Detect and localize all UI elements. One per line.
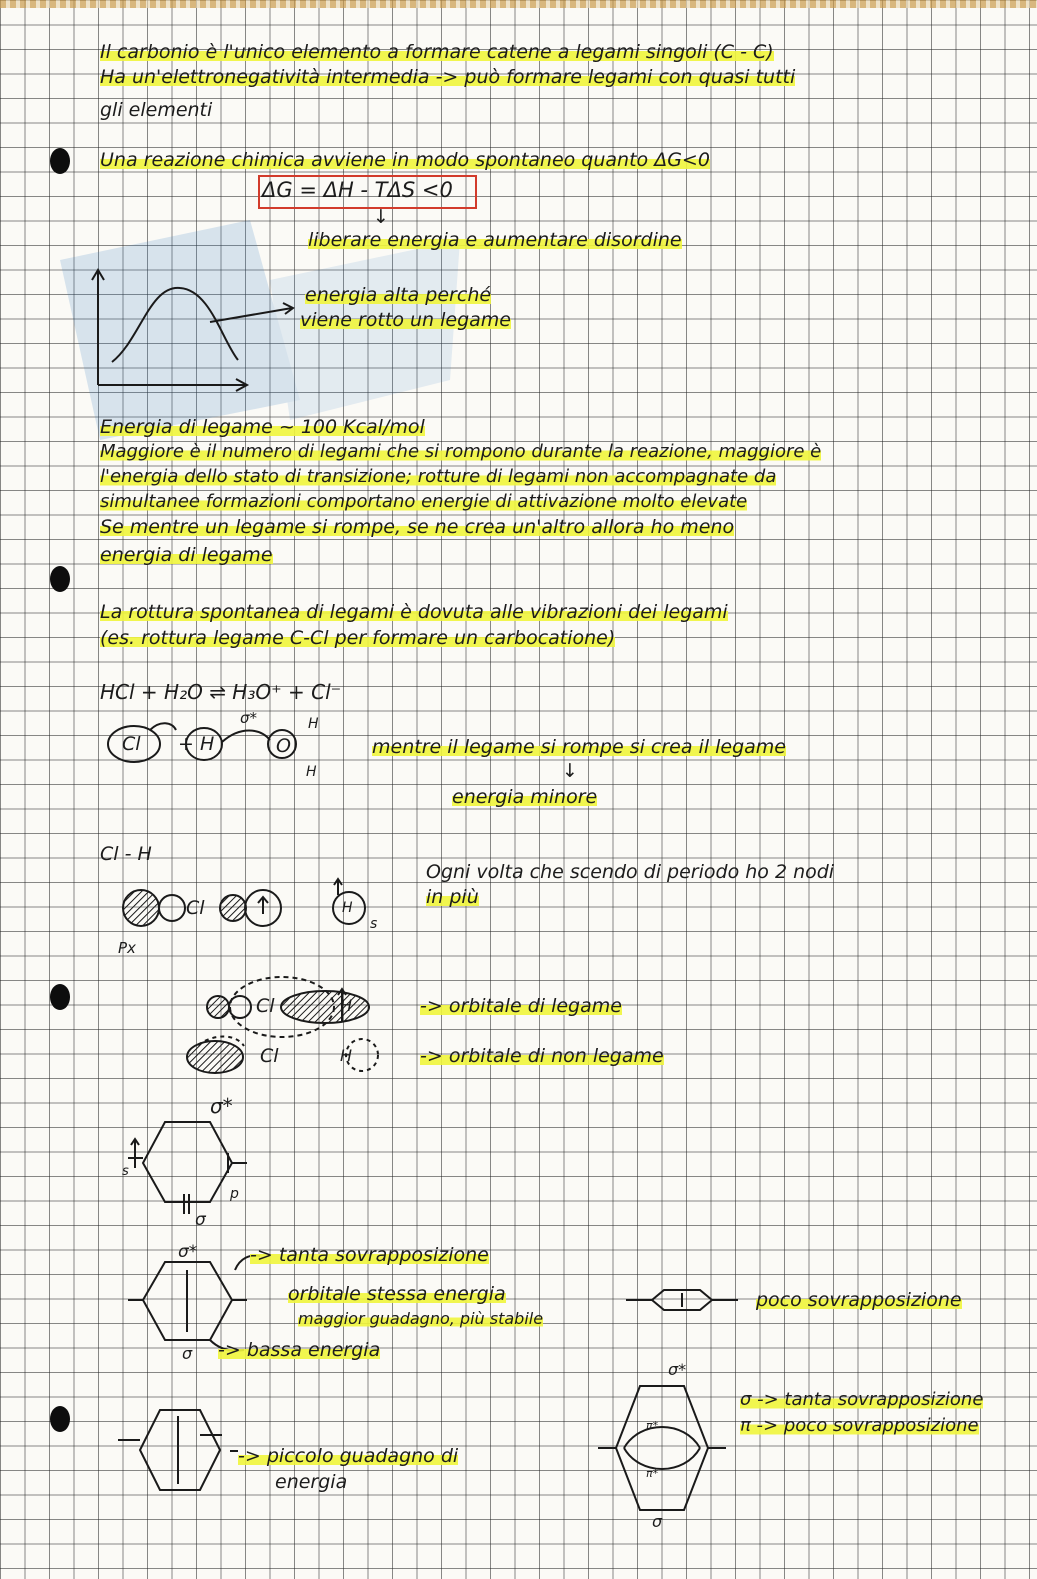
note-line: simultanee formazioni comportano energie di attivazione molto elevate [100,491,748,512]
s-label: s [122,1164,129,1179]
overlap-hexagon-large [128,1256,260,1351]
same-energy-note: orbitale stessa energia [288,1283,506,1305]
cl-h-label: Cl - H [100,843,152,865]
note-line: energia di legame [100,544,273,566]
pi-label: π* [646,1467,659,1480]
cl-label: Cl [256,995,275,1017]
note-line: Il carbonio è l'unico elemento a formare catene a legami singoli (C - C) [100,41,774,63]
sigma-legend: σ -> tanta sovrapposizione [740,1389,984,1410]
down-arrow: ↓ [373,206,389,228]
overlap-hexagon-small [626,1290,738,1310]
mechanism-cl: Cl [122,733,141,755]
mechanism-h-top: H [308,716,319,732]
cl-label: Cl [186,897,205,919]
px-label: Px [118,939,136,957]
note-line: Se mentre un legame si rompe, se ne crea un'altro allora ho meno [100,516,735,538]
note-line: La rottura spontanea di legami è dovuta alle vibrazioni dei legami [100,601,728,623]
period-note: Ogni volta che scendo di periodo ho 2 nodi [426,861,835,883]
sigma-star-label: σ* [668,1360,687,1379]
note-line: (es. rottura legame C-Cl per formare un carbocatione) [100,627,616,649]
hcl-equation: HCl + H₂O ⇌ H₃O⁺ + Cl⁻ [100,680,342,704]
note-line: Una reazione chimica avviene in modo spontaneo quanto ΔG<0 [100,149,710,171]
cl-label: Cl [260,1045,279,1067]
graph-annotation: energia alta perché [305,284,492,306]
graph-annotation: viene rotto un legame [300,309,511,331]
sigma-star-label: σ* [178,1242,198,1262]
lower-energy-note: energia minore [452,786,598,808]
h-label: H [342,900,353,916]
sigma-star-label: σ* [240,709,258,727]
pi-legend: π -> poco sovrapposizione [740,1415,979,1436]
little-overlap-note: poco sovrapposizione [756,1289,962,1311]
small-gain-note: -> piccolo guadagno di [238,1445,459,1467]
mechanism-note: mentre il legame si rompe si crea il legame [372,736,787,758]
note-line: gli elementi [100,99,213,121]
down-arrow: ↓ [562,760,578,782]
antibonding-orbital-label: -> orbitale di non legame [420,1045,664,1067]
p-label: p [230,1186,239,1202]
energy-graph [92,270,293,391]
small-gain-hexagon [118,1410,238,1490]
small-gain-note: energia [275,1471,348,1493]
gain-note: maggior guadagno, più stabile [298,1309,544,1328]
note-line: Ha un'elettronegatività intermedia -> può formare legami con quasi tutti [100,66,796,88]
low-energy-note: -> bassa energia [218,1339,381,1361]
consequence-text: liberare energia e aumentare disordine [308,229,682,251]
period-note: in più [426,886,479,908]
sigma-label: σ [182,1344,193,1363]
h-label: H [340,996,353,1015]
mechanism-o: O [276,735,291,757]
overlap-total-note: -> tanta sovrapposizione [250,1244,489,1266]
mechanism-h: + H [178,733,215,755]
mechanism-h-bottom: H [306,764,317,780]
pi-star-label: π* [646,1419,659,1432]
h-label: H [340,1046,353,1065]
sigma-label: σ [195,1210,206,1230]
sigma-star-label: σ* [210,1094,233,1118]
note-line: l'energia dello stato di transizione; rotture di legami non accompagnate da [100,466,777,487]
s-orbital-label: s [370,916,378,932]
sigma-pi-diagram [598,1386,726,1510]
bonding-orbital-label: -> orbitale di legame [420,995,622,1017]
gibbs-equation: ΔG = ΔH - TΔS <0 [262,178,453,202]
sigma-label: σ [652,1512,663,1531]
note-line: Maggiore è il numero di legami che si rompono durante la reazione, maggiore è [100,441,822,462]
bond-energy-title: Energia di legame ~ 100 Kcal/mol [100,416,425,438]
